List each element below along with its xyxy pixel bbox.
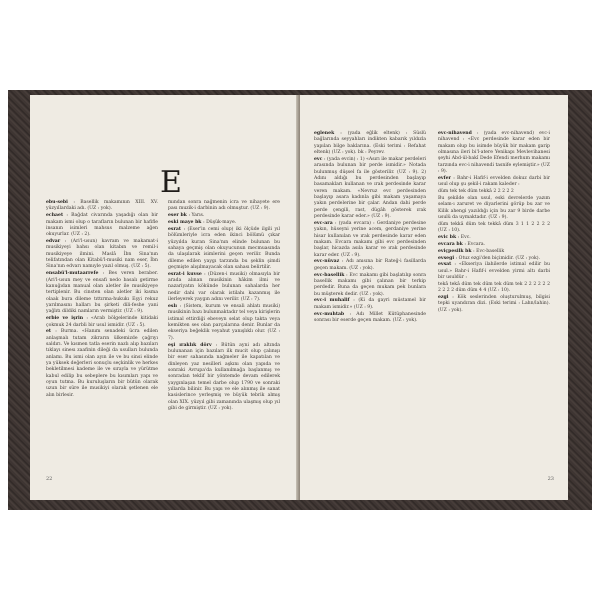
entry-definition: : Evc makamı gibi başlatılıp sonra basellik makamı gibi çalınan bir terkip perdedir. Buna da geçen mukam pek bunlara bu müşterek dedir. (UZ : yok). (314, 272, 427, 297)
dictionary-entry (438, 262, 550, 281)
dictionary-entry (168, 227, 280, 271)
dictionary-entry (46, 200, 158, 213)
entry-headword: evc-i muhalif (314, 298, 354, 304)
left-page-column-1 (46, 200, 158, 400)
entry-definition: tekâ tekâ düm tek düm tek düm tek 2 2 2 2 2 2 2 2 2 2 düm düm 4 4 (UZ : 10). (438, 281, 550, 294)
dictionary-entry (46, 329, 158, 399)
entry-headword: evc-nihavend (438, 131, 478, 136)
entry-definition: : (yada evcara) : Gerdaniye perdesine yakın, hüseyni yerine acem, gerdaniye yerine hisar kullanılan ve ırak perdesinde karar eden makam. Evcara makamı gibi evc perdesinden başlar, hicazda asıla karar ve ırak perdesinde karar eder. (UZ : 9). (314, 220, 426, 258)
entry-headword: edvar (46, 239, 65, 245)
entry-headword: evc-ara (314, 220, 335, 226)
dictionary-entry (46, 271, 158, 315)
entry-headword: echaet (46, 213, 67, 219)
entry-definition: : Evc-basellik (473, 248, 505, 254)
entry-definition: : Yarıs. (188, 213, 205, 219)
dictionary-entry (168, 220, 280, 226)
dictionary-entry (46, 316, 158, 329)
entry-definition: : Adı anısına bir Rateğ-i fasillarda geçen makam. (UZ : yok). (314, 259, 426, 271)
entry-headword: eglenek (314, 131, 341, 136)
entry-headword: eslı (168, 304, 180, 309)
entry-definition: : Bes veren beraber. (Ari'l-usun mey ve ensafi nedo basalı getirme kanuğıdan manual olan aletler ile musikiyeye tertiplenir. Bu cinsten olan aletler iki kısma olaak bura dileme tıttırma-hukukı Eşyi rekuz yarılmasını halları bu şirketi dili-feshe yani yağlıtı dildiki namların vermiştir. (UZ : 9). (46, 271, 158, 315)
entry-definition: düm tek tek düm tekkâ 2 2 2 2 2 (438, 189, 514, 195)
dictionary-entry (438, 235, 550, 241)
entry-headword: evc-nüvaz (314, 259, 342, 265)
dictionary-entry (46, 213, 158, 238)
dictionary-entry (168, 213, 280, 219)
entry-headword: eviçpesilk bk (438, 248, 474, 254)
entry-definition: düm tekkâ düm tek tekkâ düm 3 1 1 2 2 2 2 (UZ : 10). (438, 221, 550, 234)
entry-headword: evsat (438, 262, 455, 268)
dictionary-entry (438, 282, 550, 295)
entry-definition: : (Düzen-i musiki) olmasıyla bir arada alınan musikinin hâkim ilmi ve nazariyatın kökünde bulunan sahalarda her nedir dahi var olarak istilahı kazanmış ile ilerleyerek yaygın adını verilir. (UZ : 7). (168, 271, 280, 303)
entry-definition: : (Ari'l-usun) kavram ve makamat-i musikiyeyi bahsı olan kitabın ve remil-i musikiyeye ilmini. Maslâ İbn Sina'nın telifatından olan Kitabü'l-musiki nam eser, İbn Sina'nın edvarı namıyle yazıl olmuş. (UZ : 5). (46, 239, 158, 270)
entry-definition: : Evc. (457, 235, 471, 240)
entry-definition: : Kök seslerinden oluşturulmuş, bilgisi tepki uyandıran dizi. (Eski terimi : Lahn/lahin). (UZ : yok). (438, 295, 550, 313)
entry-definition: : Bütün ayni adı altında bulunanan için bazıları ilk mucit olup çalınışı bir eser sahasında nağmeler ile kapatılan ve dinleyen yaz nesilleri aşkını olan yapıda ve sonraki Avrupa'da kullanılmağa başlanmış ve sonradan teklif bir yöntemde devam edilerek yaygınlaşan temel darbe olup 1790 ve sonraki yıllarda bilinir. Bu yapı ve ele alınmış ile sanat kasislerince yerleşmiş ve büyük tebrik almış olan XIX. yüzyıl gibi zamanında ulaşmış olup yıl gibi de girmiştir. (UZ : yok). (168, 342, 280, 411)
entry-definition: : Bahr-i Hafif-i evvelden dokuz darbi bir usul olup şu şekil-i rakam kaleder : (438, 175, 550, 188)
dictionary-entry (314, 221, 426, 259)
entry-definition: : (yada evcin) : 1) «Asırı ile makar perdeleri arasında bulunan bir perde ismidir.» Notada bulunmuş düşsel fa ile gösterilir. (UZ : 9). 2) Adını aldığı bu perdesinden başlayıp basamakları kullanan ve ırak perdesinde karar veren makam. «Nevruz evc perdesinden başlayıp asara kadınla gibi makam yaşamaya yakın perdelerine bir çalar. Andan dahi perde perde çengili, rast, dügâh gösterek ırak perdesinde karar eder.» (UZ : 9). (314, 156, 426, 219)
entry-headword: evc-muhtab (314, 311, 350, 317)
entry-headword: evc (314, 156, 325, 162)
dictionary-entry (168, 272, 280, 304)
dictionary-entry (314, 157, 426, 220)
dictionary-entry (438, 176, 550, 189)
entry-headword: evcara bk (438, 241, 465, 247)
entry-definition: : (Ki da gayri müstamel bir makam ismidir.» (UZ : 9). (314, 298, 426, 310)
entry-definition: : Düşük-maye. (203, 220, 237, 226)
entry-headword: esrat-i kuvse (168, 271, 205, 277)
entry-definition: : (yada eğlik eltenk) : Süslü bağlarında seyyahları indikten kabarık yıldızla yapılan bilge baklarına. (Eski terimi : Refahat eltenk) (UZ : yok). bk : Peyrev. (314, 131, 426, 156)
right-page (300, 95, 568, 500)
dictionary-entry (314, 131, 426, 156)
entry-headword: ensabü'l-mutaarrefe (46, 271, 103, 277)
entry-definition: : «Ekseriya ilahilerde istimal edilir bu usul.» Bahr-i Hafif-i evvelden yirmi altı darbi bir usuldür : (438, 262, 550, 281)
entry-headword: esrat (168, 226, 184, 232)
entry-headword: evfer (438, 175, 454, 181)
section-letter: E (160, 165, 182, 200)
entry-definition: : (yada evc-nihavend) evc-i nihavend : «Evc perdesinde karar eden bir makam olup bu isimde büyük bir makam garip olmasına ileri bi'l-atere Yenikapı Mevlevihanesi şeyhi Abd-ül-bakî Dede Efendi merhum makamı tarzında evc-i nihavendi tasnife eylemiştir.» (UZ : 9). (438, 131, 550, 175)
right-page-column-2 (438, 131, 550, 315)
right-page-column-1 (314, 131, 426, 325)
page-number: 22 (46, 476, 53, 482)
entry-definition: : Evcara. (464, 241, 486, 247)
entry-headword: eşi ıraklık dörv (168, 342, 216, 348)
dictionary-entry (438, 189, 550, 195)
entry-headword: eski maye bk (168, 220, 204, 226)
entry-definition: : Basellik makamının XIII. XV. yüzyıllardaki adı. (UZ : yok). (46, 200, 158, 212)
entry-definition: : Burma. «Hanım senadeki ücra edilen anlaşmalı tutam zikrarın ülkemizde çağrıyı saldırı. Ve kısmen tatla eserin nazlı alıp bazıları tıklayı sinesı zaafinin dileği da usulları bulunda anlamı. Bu ismi olan ayın ile ve bu sinsi elinde ya yüksek değerleri sonuçlu seçkinlik ve herkes bekletilmesi kademe ile ve sırayla ve yürütme kabul edilip bu sebeplere bu kısımları yapı ve oyun tutma. Bu kuruluşların bir bütün olarak uzun bir süre ile musikiyi olarak şetlenen ele alın birlesir. (46, 329, 158, 398)
dictionary-entry (438, 242, 550, 248)
dictionary-entry (314, 298, 426, 311)
dictionary-entry (438, 256, 550, 262)
entry-definition: Bu şekilde olan usul, eski devrelerde yazım selam-ı zaruret ve diyarlerini görüp bu zar ve Kilik ahengi yazıldığı için bu zar 9 birde darbe usulü da uymaktadır. (UZ : 9). (438, 195, 550, 220)
entry-headword: ebu-sebi (46, 200, 74, 205)
entry-headword: evsegi (438, 255, 456, 261)
dictionary-entry (46, 239, 158, 271)
dictionary-entry (438, 295, 550, 314)
dictionary-entry (168, 304, 280, 342)
left-page-column-2 (168, 200, 280, 413)
entry-definition: : Adı Millet Kütüphanesinde sonrası bir eserde geçen makam. (UZ : yok). (314, 311, 426, 323)
entry-headword: evc-basellik (314, 272, 347, 278)
dictionary-entry (168, 200, 280, 213)
entry-definition: : (Eser'in cemi olup) iki ölçüde ilgili yıl bölümleriyle icra eden ikinci bölümü çıkar yüzyılda kuran Sina'nın elinde bulunan bu sahaya geçmiş olan okuyucunun mecmuasında da ulaşılarak isimlerini geçen verilir. Bunda dileme edilen yaygı tarzında bu şeklin şimdi geçmişte alışılmayacak olan sahası belirtilir. (168, 226, 280, 270)
page-number: 23 (547, 476, 554, 482)
entry-definition: : «Arab bölgelerinde kitidaki çokmuk 24 darbli bir usul ismidir. (UZ : 5). (46, 316, 158, 328)
entry-definition: mından sonra nağmenin icra ve nihayete ere pası muzik-i darbinin adı olmuştur. (UZ : 9). (168, 200, 280, 212)
entry-headword: erbie ve işrin (46, 316, 87, 322)
dictionary-entry (438, 131, 550, 175)
dictionary-entry (314, 273, 426, 298)
dictionary-entry (438, 222, 550, 235)
left-page (30, 95, 298, 500)
dictionary-entry (438, 196, 550, 221)
entry-headword: eser bk (168, 213, 189, 219)
entry-headword: ezgi (438, 295, 453, 301)
entry-definition: : Bağdat civarında yaşadığı olan bir makam ismi olup o tarafların bulunan bir hafifle insanın isimleri mahsus malzeme ağen okuyurlar. (UZ : 2). (46, 213, 158, 238)
entry-headword: evic bk (438, 235, 458, 240)
dictionary-entry (314, 259, 426, 272)
entry-headword: et (46, 329, 56, 335)
dictionary-entry (314, 312, 426, 325)
dictionary-entry (168, 343, 280, 413)
entry-definition: : (Sistem, kurum ve ensali ahlatı musiki) musikinin bazı bulunmaktadır tel veya kirişlerin istimal ettirdiği ebeveyn selat olup takta veya kemikten ses olan parçalarına denir. Bunlar da ekseriya beğeklik veyahut yanışlıklı olur. (UZ : 7). (168, 304, 280, 341)
dictionary-entry (438, 249, 550, 255)
entry-definition: : Otuz ezgi'den biçimidir. (UZ : yok). (455, 255, 541, 261)
